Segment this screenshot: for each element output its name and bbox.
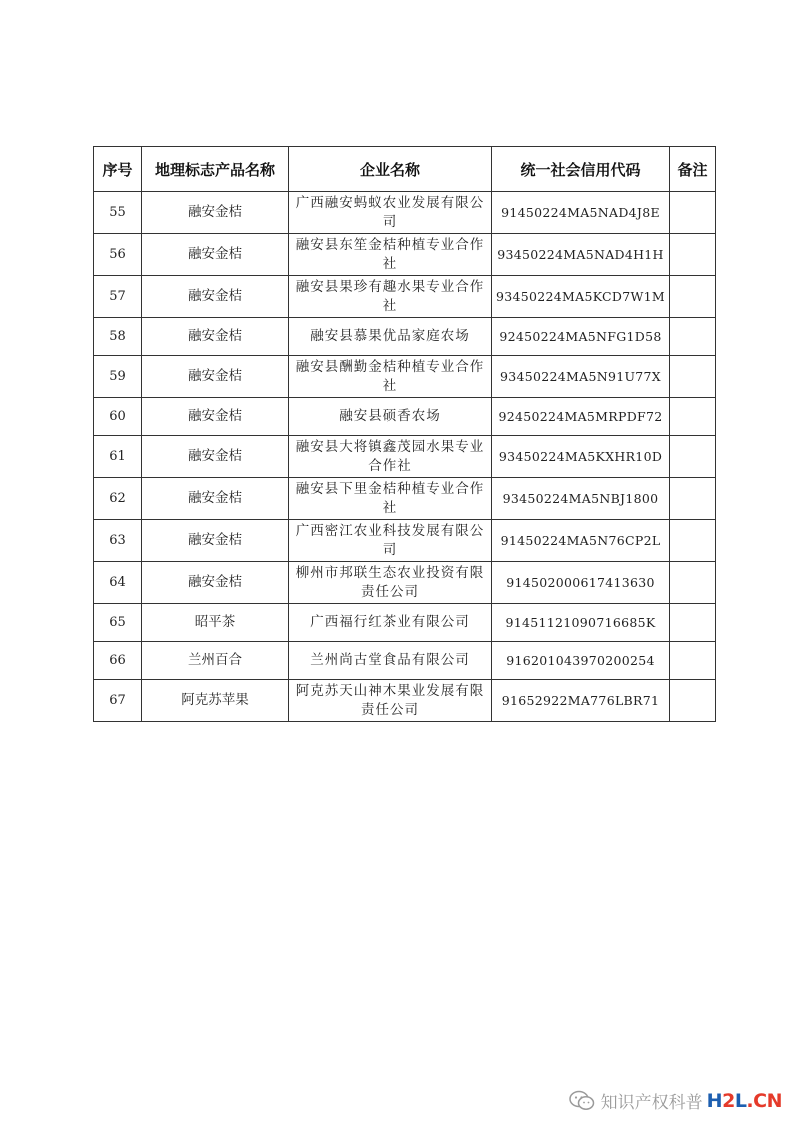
credit-code: 92450224MA5MRPDF72 (492, 398, 670, 436)
remark (670, 192, 716, 234)
product-name: 融安金桔 (142, 192, 289, 234)
product-name: 融安金桔 (142, 234, 289, 276)
table-row (94, 356, 716, 398)
watermark (569, 1088, 782, 1113)
registration-table (93, 146, 716, 722)
company-name: 融安县酬勤金桔种植专业合作社 (289, 356, 492, 398)
table-row (94, 276, 716, 318)
logo-l: L (734, 1089, 747, 1112)
credit-code: 91652922MA776LBR71 (492, 680, 670, 722)
table-row (94, 478, 716, 520)
row-number: 61 (94, 436, 142, 478)
credit-code: 93450224MA5NBJ1800 (492, 478, 670, 520)
table-row (94, 680, 716, 722)
remark (670, 436, 716, 478)
row-number: 58 (94, 318, 142, 356)
watermark-text: 知识产权科普 (600, 1093, 703, 1113)
table-row (94, 192, 716, 234)
row-number: 66 (94, 642, 142, 680)
header-product: 地理标志产品名称 (142, 147, 289, 192)
site-logo (707, 1090, 782, 1112)
header-company: 企业名称 (289, 147, 492, 192)
row-number: 60 (94, 398, 142, 436)
company-name: 融安县慕果优品家庭农场 (289, 318, 492, 356)
table-row (94, 604, 716, 642)
credit-code: 91451121090716685K (492, 604, 670, 642)
product-name: 融安金桔 (142, 520, 289, 562)
credit-code: 916201043970200254 (492, 642, 670, 680)
remark (670, 398, 716, 436)
credit-code: 92450224MA5NFG1D58 (492, 318, 670, 356)
remark (670, 604, 716, 642)
row-number: 63 (94, 520, 142, 562)
row-number: 57 (94, 276, 142, 318)
remark (670, 318, 716, 356)
credit-code: 914502000617413630 (492, 562, 670, 604)
product-name: 融安金桔 (142, 398, 289, 436)
company-name: 融安县东笙金桔种植专业合作社 (289, 234, 492, 276)
table-row (94, 520, 716, 562)
logo-2: 2 (722, 1089, 735, 1112)
header-code: 统一社会信用代码 (492, 147, 670, 192)
table-row (94, 642, 716, 680)
product-name: 融安金桔 (142, 436, 289, 478)
row-number: 62 (94, 478, 142, 520)
product-name: 昭平茶 (142, 604, 289, 642)
remark (670, 234, 716, 276)
row-number: 56 (94, 234, 142, 276)
company-name: 广西融安蚂蚁农业发展有限公司 (289, 192, 492, 234)
header-remark: 备注 (670, 147, 716, 192)
remark (670, 680, 716, 722)
credit-code: 93450224MA5KXHR10D (492, 436, 670, 478)
table-row (94, 318, 716, 356)
credit-code: 91450224MA5N76CP2L (492, 520, 670, 562)
row-number: 64 (94, 562, 142, 604)
company-name: 广西密江农业科技发展有限公司 (289, 520, 492, 562)
table-row (94, 398, 716, 436)
row-number: 65 (94, 604, 142, 642)
table-row (94, 436, 716, 478)
remark (670, 642, 716, 680)
product-name: 融安金桔 (142, 356, 289, 398)
remark (670, 356, 716, 398)
logo-h: H (706, 1089, 723, 1112)
product-name: 融安金桔 (142, 562, 289, 604)
table-body (94, 192, 716, 722)
credit-code: 93450224MA5N91U77X (492, 356, 670, 398)
table-row (94, 562, 716, 604)
header-no: 序号 (94, 147, 142, 192)
credit-code: 91450224MA5NAD4J8E (492, 192, 670, 234)
table-header-row (94, 147, 716, 192)
product-name: 阿克苏苹果 (142, 680, 289, 722)
remark (670, 276, 716, 318)
row-number: 55 (94, 192, 142, 234)
row-number: 67 (94, 680, 142, 722)
company-name: 兰州尚古堂食品有限公司 (289, 642, 492, 680)
remark (670, 562, 716, 604)
remark (670, 478, 716, 520)
logo-cn: .CN (746, 1089, 782, 1112)
product-name: 融安金桔 (142, 276, 289, 318)
remark (670, 520, 716, 562)
product-name: 融安金桔 (142, 318, 289, 356)
wechat-icon (569, 1090, 595, 1112)
credit-code: 93450224MA5NAD4H1H (492, 234, 670, 276)
company-name: 柳州市邦联生态农业投资有限责任公司 (289, 562, 492, 604)
row-number: 59 (94, 356, 142, 398)
company-name: 广西福行红茶业有限公司 (289, 604, 492, 642)
company-name: 融安县大将镇鑫茂园水果专业合作社 (289, 436, 492, 478)
company-name: 融安县下里金桔种植专业合作社 (289, 478, 492, 520)
table-row (94, 234, 716, 276)
product-name: 融安金桔 (142, 478, 289, 520)
company-name: 阿克苏天山神木果业发展有限责任公司 (289, 680, 492, 722)
company-name: 融安县果珍有趣水果专业合作社 (289, 276, 492, 318)
credit-code: 93450224MA5KCD7W1M (492, 276, 670, 318)
company-name: 融安县硕香农场 (289, 398, 492, 436)
product-name: 兰州百合 (142, 642, 289, 680)
